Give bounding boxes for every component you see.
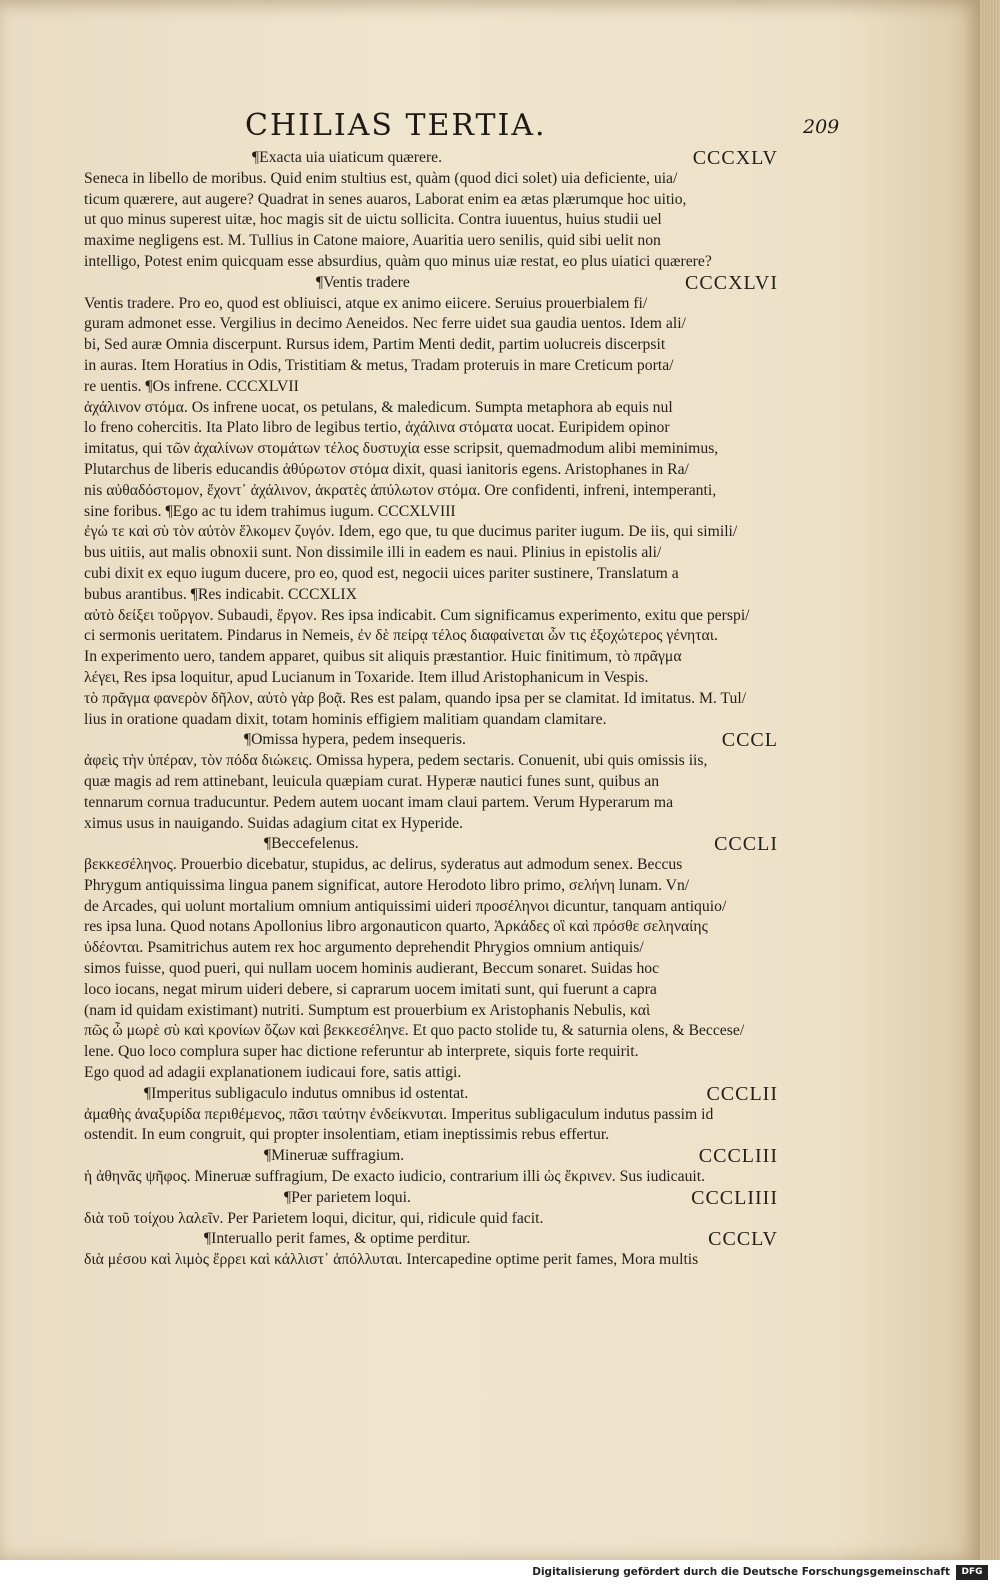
adage-number: CCCLII bbox=[706, 1082, 778, 1105]
text-line: tennarum cornua traducuntur. Pedem autem uocant imam claui partem. Verum Hyperarum ma bbox=[84, 793, 674, 811]
text-line: ἀχάλινον στόμα. Os infrene uocat, os petulans, & maledicum. Sumpta metaphora ab equis nul bbox=[84, 398, 673, 416]
text-line: lene. Quo loco complura super hac dictione referuntur ab interprete, siquis forte requirit. bbox=[84, 1043, 639, 1061]
text-line: Phrygum antiquissima lingua panem significat, autore Herodoto libro primo, σελήνη lunam. Vn/ bbox=[84, 876, 690, 894]
adage-heading bbox=[84, 1146, 778, 1167]
adage-title: ¶Ventis tradere bbox=[316, 273, 410, 291]
text-line: διὰ τοῦ τοίχου λαλεῖν. Per Parietem loqui, dicitur, qui, ridicule quid facit. bbox=[84, 1209, 544, 1227]
adage-title: ¶Beccefelenus. bbox=[264, 835, 359, 853]
text-line: ostendit. In eum congruit, qui propter insolentiam, etiam ineptissimis rebus effertur. bbox=[84, 1126, 610, 1144]
text-line: In experimento uero, tandem apparet, quibus sit aliquis præstantior. Huic finitimum, τὸ πρᾶγμα bbox=[84, 648, 682, 666]
adage-number: CCCLI bbox=[714, 833, 778, 856]
text-line: de Arcades, qui uolunt mortalium omnium antiquissimi uideri προσέληνοι dicuntur, tanquam antiquio/ bbox=[84, 897, 727, 915]
text-line: lius in oratione quadam dixit, totam hominis effigiem malitiam quandam clamitare. bbox=[84, 710, 607, 728]
text-line: intelligo, Potest enim quicquam esse absurdius, quàm quo minus uiæ restat, eo plus uiatici quærere? bbox=[84, 252, 712, 270]
text-line: lo freno cohercitis. Ita Plato libro de legibus tertio, ἀχάλινα στόματα uocat. Euripidem opinor bbox=[84, 419, 670, 437]
text-line: res ipsa luna. Quod notans Apollonius libro argonauticon quarto, Ἀρκάδες οἳ καὶ πρόσθε σεληναίης bbox=[84, 918, 708, 936]
text-line: bus uitiis, aut malis obnoxii sunt. Non dissimile illi in eadem es naui. Plinius in epistolis ali/ bbox=[84, 544, 662, 562]
adage-heading bbox=[84, 730, 778, 751]
adage-heading bbox=[84, 1229, 778, 1250]
adage-number: CCCXLVI bbox=[685, 271, 778, 294]
text-line: (nam id quidam existimant) nutriti. Sumptum est prouerbium ex Aristophanis Nebulis, καὶ bbox=[84, 1001, 651, 1019]
text-line: Ventis tradere. Pro eo, quod est obliuisci, atque ex animo eiicere. Seruius prouerbialem fi/ bbox=[84, 294, 648, 312]
text-line: ἀφεὶς τὴν ὑπέραν, τὸν πόδα διώκεις. Omissa hypera, pedem sectaris. Conuenit, ubi quis omissis iis, bbox=[84, 752, 708, 770]
adage-number: CCCL bbox=[721, 729, 778, 752]
adage-heading bbox=[84, 273, 778, 294]
adage-title: ¶Omissa hypera, pedem insequeris. bbox=[244, 731, 466, 749]
text-line: Ego quod ad adagii explanationem iudicaui fore, satis attigi. bbox=[84, 1064, 462, 1082]
footer-credit: Digitalisierung gefördert durch die Deutsche Forschungsgemeinschaft bbox=[532, 1566, 950, 1578]
text-line: cubi dixit ex equo iugum ducere, pro eo, quod est, negocii uices pariter sustinere, Translatum a bbox=[84, 564, 679, 582]
adage-heading bbox=[84, 1188, 778, 1209]
adage-title: ¶Imperitus subligaculo indutus omnibus id ostentat. bbox=[144, 1084, 469, 1102]
text-line: διὰ μέσου καὶ λιμὸς ἔρρει καὶ κάλλιστ᾽ ἀπόλλυται. Intercapedine optime perit fames, Mora multis bbox=[84, 1251, 699, 1269]
text-line: βεκκεσέληνος. Prouerbio dicebatur, stupidus, ac delirus, syderatus aut admodum senex. Beccus bbox=[84, 856, 683, 874]
footer-bar bbox=[0, 1560, 1000, 1586]
adage-number: CCCLIII bbox=[698, 1145, 778, 1168]
text-line: quæ magis ad rem attinebant, leuicula quæpiam curat. Hyperæ nautici funes sunt, quibus an bbox=[84, 772, 660, 790]
text-line: loco iocans, negat mirum uideri debere, si caprarum uocem imitati sunt, qui fuerunt a capra bbox=[84, 980, 657, 998]
text-line: ci sermonis ueritatem. Pindarus in Nemeis, ἐν δὲ πείρᾳ τέλος διαφαίνεται ὧν τις ἐξοχώτερος γένηται. bbox=[84, 627, 718, 645]
text-line: ximus usus in nauigando. Suidas adagium citat ex Hyperide. bbox=[84, 814, 464, 832]
adage-title: ¶Mineruæ suffragium. bbox=[264, 1147, 405, 1165]
text-line: ut quo minus superest uitæ, hoc magis sit de uictu sollicita. Contra iuuentus, huius studii uel bbox=[84, 211, 662, 229]
adage-number: CCCLV bbox=[708, 1228, 778, 1251]
text-line: in auras. Item Horatius in Odis, Tristitiam & metus, Tradam proteruis in mare Creticum porta/ bbox=[84, 356, 674, 374]
adage-number: CCCXLV bbox=[692, 147, 778, 169]
adage-title: ¶Per parietem loqui. bbox=[284, 1188, 411, 1206]
dfg-logo: DFG bbox=[956, 1565, 988, 1580]
text-line: imitatus, qui τῶν ἀχαλίνων στομάτων τέλος δυστυχία esse scripsit, quemadmodum alibi meminimus, bbox=[84, 440, 719, 458]
page-number: 209 bbox=[803, 116, 840, 138]
adage-number: CCCLIIII bbox=[691, 1186, 778, 1209]
text-line: maxime negligens est. M. Tullius in Catone maiore, Auaritia uero senilis, quid sibi uelit non bbox=[84, 232, 661, 250]
text-line: αὐτὸ δείξει τοὔργον. Subaudi, ἔργον. Res ipsa indicabit. Cum significamus experimento, exitu que perspi/ bbox=[84, 606, 750, 624]
text-line: guram admonet esse. Vergilius in decimo Aeneidos. Nec ferre uidet sua gaudia uentos. Idem ali/ bbox=[84, 315, 686, 333]
text-line: nis αὐθαδόστομον, ἔχοντ᾽ ἀχάλινον, ἀκρατὲς ἀπύλωτον στόμα. Ore confidenti, infreni, intemperanti, bbox=[84, 481, 717, 499]
text-line: ὑδέονται. Psamitrichus autem rex hoc argumento deprehendit Phrygios omnium antiquis/ bbox=[84, 939, 644, 957]
adage-title: ¶Exacta uia uiaticum quærere. bbox=[252, 149, 443, 166]
adage-heading bbox=[84, 148, 778, 169]
text-line: ticum quærere, aut augere? Quadrat in senes auaros, Laborat enim ea ætas plærumque hoc uitio, bbox=[84, 190, 687, 208]
text-line: bi, Sed auræ Omnia discerpunt. Rursus idem, Partim Menti dedit, partim uolucreis discerpsit bbox=[84, 336, 666, 354]
text-line: τὸ πρᾶγμα φανερὸν δῆλον, αὐτὸ γὰρ βοᾷ. Res est palam, quando ipsa per se clamitat. Id imitatus. M. Tul/ bbox=[84, 689, 747, 707]
text-line: Plutarchus de liberis educandis ἀθύρωτον στόμα dixit, quasi ianitoris egens. Aristophanes in Ra/ bbox=[84, 460, 689, 478]
page-text bbox=[84, 148, 778, 1271]
text-line: bubus arantibus. ¶Res indicabit. CCCXLIX bbox=[84, 585, 357, 603]
text-line: πῶς ὦ μωρὲ σὺ καὶ κρονίων ὄζων καὶ βεκκεσέληνε. Et quo pacto stolide tu, & saturnia olens, & Beccese/ bbox=[84, 1022, 745, 1040]
text-line: re uentis. ¶Os infrene. CCCXLVII bbox=[84, 377, 299, 395]
text-line: ἀμαθὴς ἀναξυρίδα περιθέμενος, πᾶσι ταύτην ἐνδείκνυται. Imperitus subligaculum indutus passim id bbox=[84, 1105, 714, 1123]
running-head: CHILIAS TERTIA. bbox=[245, 108, 547, 143]
page-edge bbox=[980, 0, 1000, 1560]
adage-title: ¶Interuallo perit fames, & optime perditur. bbox=[204, 1230, 471, 1248]
text-line: ἐγώ τε καὶ σὺ τὸν αὐτὸν ἕλκομεν ζυγόν. Idem, ego que, tu que ducimus pariter iugum. De iis, qui simili/ bbox=[84, 523, 738, 541]
text-line: λέγει, Res ipsa loquitur, apud Lucianum in Toxaride. Item illud Aristophanicum in Vespis. bbox=[84, 668, 649, 686]
text-line: ἡ ἀθηνᾶς ψῆφος. Mineruæ suffragium, De exacto iudicio, contrarium illi ὡς ἔκρινεν. Sus iudicauit. bbox=[84, 1168, 706, 1186]
text-line: simos fuisse, quod pueri, qui nullam uocem hominis audierant, Beccum sonaret. Suidas hoc bbox=[84, 960, 660, 978]
adage-heading bbox=[84, 1084, 778, 1105]
text-line: Seneca in libello de moribus. Quid enim stultius est, quàm (quod dici solet) uia deficiente, uia/ bbox=[84, 169, 678, 187]
text-line: sine foribus. ¶Ego ac tu idem trahimus iugum. CCCXLVIII bbox=[84, 502, 456, 520]
adage-heading bbox=[84, 834, 778, 855]
